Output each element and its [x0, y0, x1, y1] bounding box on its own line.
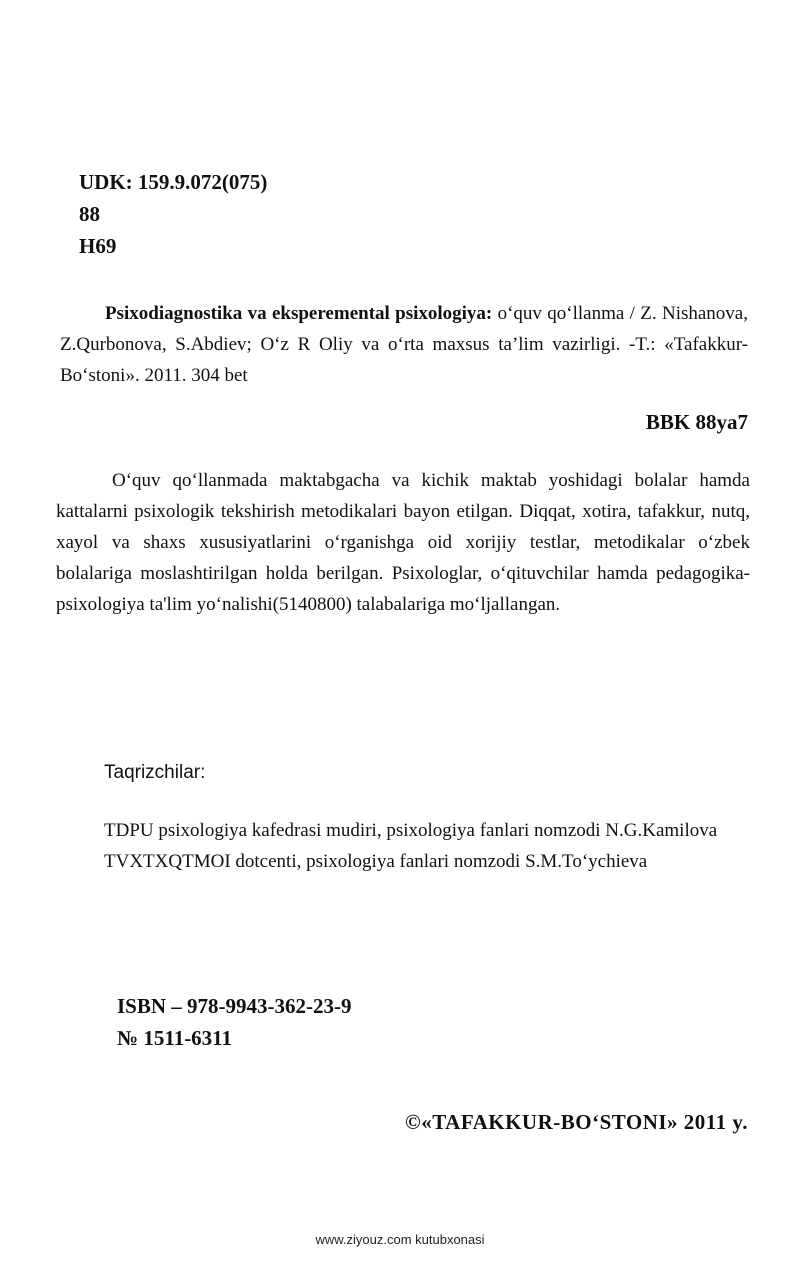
bibliographic-citation	[60, 298, 748, 391]
reviewers-heading: Taqrizchilar:	[104, 762, 206, 783]
abstract-text: O‘quv qo‘llanmada maktabgacha va kichik maktab yoshidagi bolalar hamda kattalarni psixologik tekshirish metodikalari bayon etilgan. Diqqat, xotira, tafakkur, nutq, xayol va shaxs xususiyatlarini o‘rganishga oid xorijiy testlar, metodikalar o‘zbek bolalariga moslashtirilgan holda berilgan. Psixologlar, o‘qituvchilar hamda pedagogika-psixologiya ta'lim yo‘nalishi(5140800) talabalariga mo‘ljallangan.	[56, 470, 750, 615]
classification-number: 88	[79, 202, 100, 226]
author-mark: H69	[79, 234, 117, 258]
bbk-code: BBK 88ya7	[645, 410, 748, 434]
citation-details: o‘quv qo‘llanma / Z. Nishanova, Z.Qurbonova, S.Abdiev; O‘z R Oliy va o‘rta maxsus ta’lim vazirligi. -T.: «Tafakkur-Bo‘stoni». 2011. 304 bet	[60, 303, 748, 386]
isbn-block	[117, 990, 352, 1054]
isbn: ISBN – 978-9943-362-23-9	[117, 994, 352, 1018]
reviewers-list	[56, 815, 750, 877]
copyright-notice: ©«TAFAKKUR-BO‘STONI» 2011 y.	[405, 1110, 748, 1134]
reviewer-item: TDPU psixologiya kafedrasi mudiri, psixologiya fanlari nomzodi N.G.Kamilova	[104, 820, 718, 841]
udk-code: UDK: 159.9.072(075)	[79, 170, 268, 194]
reviewer-item: TVXTXQTMOI dotcenti, psixologiya fanlari nomzodi S.M.To‘ychieva	[104, 851, 648, 872]
publication-number: № 1511-6311	[117, 1026, 233, 1050]
abstract-paragraph	[56, 465, 750, 620]
footer-source: www.ziyouz.com kutubxonasi	[315, 1232, 485, 1247]
book-title: Psixodiagnostika va eksperemental psixologiya:	[105, 303, 493, 324]
classification-codes	[79, 166, 267, 262]
